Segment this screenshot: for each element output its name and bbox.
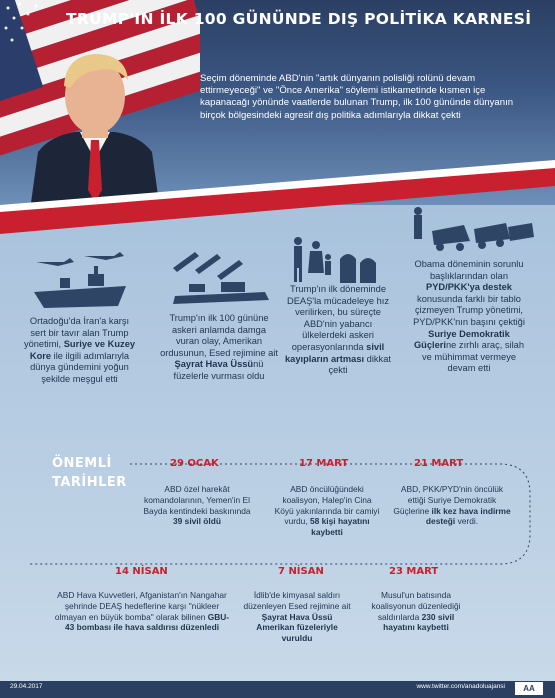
event-date: 7 NİSAN xyxy=(278,566,324,577)
event-text: ABD öncülüğündeki koalisyon, Halep'in Cina Köyü yakınlarında bir camiyi vurdu, 58 kişi hayatını kaybetti xyxy=(274,484,380,538)
armored-vehicles-icon xyxy=(408,205,536,255)
event-text: ABD Hava Kuvvetleri, Afganistan'ın Nangahar şehrinde DEAŞ hedeflerine karşı "nükleer olmayan en büyük bomba" olarak bilinen GBU-43 bombası ile hava saldırısı düzenledi xyxy=(54,590,230,633)
column-1-text: Ortadoğu'da İran'a karşı sert bir tavır alan Trump yönetimi, Suriye ve Kuzey Kore ile ilgili adımlarıyla dünya gündemini yoğun şekilde meşgul etti xyxy=(23,316,136,384)
footer-website: www.twitter.com/anadoluajansi xyxy=(416,683,505,690)
event-date: 21 MART xyxy=(414,458,464,469)
event-date: 17 MART xyxy=(299,458,349,469)
event-date: 14 NİSAN xyxy=(115,566,168,577)
missiles-base-icon xyxy=(165,248,275,310)
page-title: TRUMP'IN İLK 100 GÜNÜNDE DIŞ POLİTİKA KARNESİ xyxy=(66,10,532,28)
event-text: ABD özel harekât komandolarının, Yemen'in El Bayda kentindeki baskınında 39 sivil öldü xyxy=(143,484,251,527)
event-text: ABD, PKK/PYD'nin öncülük ettiği Suriye Demokratik Güçlerine ilk kez hava indirme desteği verdi. xyxy=(393,484,511,527)
event-date: 29 OCAK xyxy=(170,458,219,469)
important-dates-title: ÖNEMLİ TARİHLER xyxy=(52,456,127,490)
column-4-text: Obama döneminin sorunlu başlıklarından olan PYD/PKK'ya destek konusunda farklı bir tablo çizmeyen Trump yönetimi, PYD/PKK'nın başını çektiği Suriye Demokratik Güçlerine zırhlı araç, silah ve mühimmat vermeye devam etti xyxy=(413,259,525,374)
intro-text: Seçim döneminde ABD'nin "artık dünyanın polisliği rolünü devam ettirmeyeceği" ve "Önce Amerika" söylemi istikametinde kısmen içe kapanacağı yönünde vaatlerde bulunan Trump, ilk 100 gününde dünyanın birçok bölgesindeki agresif dış politika adımlarıyla dikkat çekti xyxy=(200,73,514,121)
warships-jets-icon xyxy=(30,248,130,310)
column-3-text: Trump'ın ilk döneminde DEAŞ'la mücadeleye hız verilirken, bu süreçte ABD'nin yabancı ülkelerdeki askeri operasyonlarında sivil kayıpların artması dikkat çekti xyxy=(285,284,391,376)
footer-date: 29.04.2017 xyxy=(10,683,43,690)
event-date: 23 MART xyxy=(389,566,439,577)
event-text: Musul'un batısında koalisyonun düzenlediği saldırılarda 230 sivil hayatını kaybetti xyxy=(371,590,461,633)
civilians-graves-icon xyxy=(288,235,388,285)
aa-logo: AA xyxy=(515,682,543,695)
event-text: İdlib'de kimyasal saldırı düzenleyen Esed rejimine ait Şayrat Hava Üssü Amerikan füzeleriyle vuruldu xyxy=(243,590,351,644)
column-2-text: Trump'ın ilk 100 gününe askeri anlamda damga vuran olay, Amerikan ordusunun, Esed rejimine ait Şayrat Hava Üssünü füzelerle vurması oldu xyxy=(160,313,278,381)
